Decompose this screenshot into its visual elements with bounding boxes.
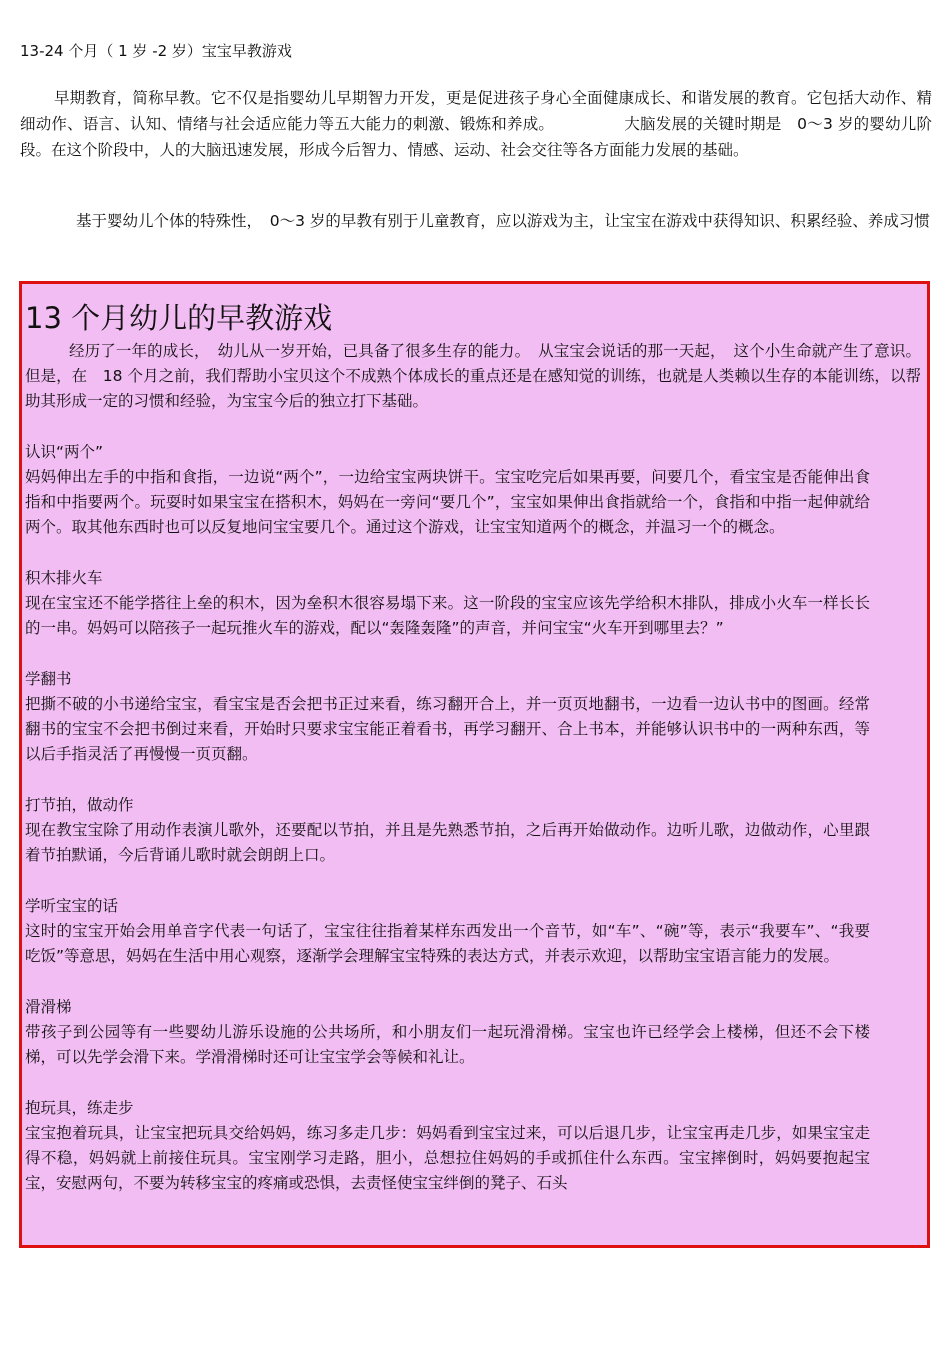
intro-paragraph-1 (20, 85, 932, 163)
games-panel-content (25, 284, 921, 1196)
section-recognize-two (25, 440, 921, 540)
section-body: 带孩子到公园等有一些婴幼儿游乐设施的公共场所，和小朋友们一起玩滑滑梯。宝宝也许已经学会上楼梯，但还不会下楼梯，可以先学会滑下来。学滑滑梯时还可让宝宝学会等候和礼让。 (25, 1023, 870, 1066)
panel-heading: 13 个月幼儿的早教游戏 (25, 301, 333, 335)
section-title: 抱玩具，练走步 (25, 1099, 134, 1117)
section-body: 现在教宝宝除了用动作表演儿歌外，还要配以节拍，并且是先熟悉节拍，之后再开始做动作。边听儿歌，边做动作，心里跟着节拍默诵，今后背诵儿歌时就会朗朗上口。 (25, 821, 870, 864)
intro-paragraph-2: 基于婴幼儿个体的特殊性， 0～3 岁的早教有别于儿童教育，应以游戏为主，让宝宝在游戏中获得知识、积累经验、养成习惯 (76, 212, 930, 230)
section-title: 打节拍，做动作 (25, 796, 134, 814)
section-rhythm-actions (25, 793, 921, 868)
section-body: 宝宝抱着玩具，让宝宝把玩具交给妈妈，练习多走几步：妈妈看到宝宝过来，可以后退几步，让宝宝再走几步，如果宝宝走得不稳，妈妈就上前接住玩具。宝宝刚学习走路，胆小，总想拉住妈妈的手或抓住什么东西。宝宝摔倒时，妈妈要抱起宝宝，安慰两句，不要为转移宝宝的疼痛或恐惧，去责怪使宝宝绊倒的凳子、石头 (25, 1124, 870, 1192)
section-title: 认识“两个” (25, 443, 104, 461)
games-panel (19, 281, 930, 1248)
section-title: 学翻书 (25, 670, 72, 688)
section-body: 妈妈伸出左手的中指和食指，一边说“两个”，一边给宝宝两块饼干。宝宝吃完后如果再要，问要几个，看宝宝是否能伸出食指和中指要两个。玩耍时如果宝宝在搭积木，妈妈在一旁问“要几个”，宝宝如果伸出食指就给一个，食指和中指一起伸就给两个。取其他东西时也可以反复地问宝宝要几个。通过这个游戏，让宝宝知道两个的概念，并温习一个的概念。 (25, 468, 870, 536)
section-carry-toy-walk (25, 1096, 921, 1196)
document-title: 13-24 个月（ 1 岁 -2 岁）宝宝早教游戏 (20, 42, 292, 60)
intro-paragraph-1-part-a: 早期教育，简称早教。它不仅是指婴幼儿早期智力开发，更是促进孩子身心全面健康成长、和谐发展的教育。它包括大动作、精细动作、语言、认知、情绪与社会适应能力等五大能力的刺激、锻炼和养成。 (20, 89, 932, 133)
section-title: 滑滑梯 (25, 998, 72, 1016)
section-page-turning (25, 667, 921, 767)
section-listen-to-baby (25, 894, 921, 969)
section-slide (25, 995, 921, 1070)
intro-paragraph-1-part-b: 大脑发展的关键时期是 0～3 岁的婴幼儿阶段。在这个阶段中，人的大脑迅速发展，形成今后智力、情感、运动、社会交往等各方面能力发展的基础。 (20, 115, 932, 159)
section-body: 现在宝宝还不能学搭往上垒的积木，因为垒积木很容易塌下来。这一阶段的宝宝应该先学给积木排队，排成小火车一样长长的一串。妈妈可以陪孩子一起玩推火车的游戏，配以“轰隆轰隆”的声音，并问宝宝“火车开到哪里去？” (25, 594, 870, 637)
section-title: 学听宝宝的话 (25, 897, 119, 915)
section-body: 这时的宝宝开始会用单音字代表一句话了，宝宝往往指着某样东西发出一个音节，如“车”、“碗”等，表示“我要车”、“我要吃饭”等意思，妈妈在生活中用心观察，逐渐学会理解宝宝特殊的表达方式，并表示欢迎，以帮助宝宝语言能力的发展。 (25, 922, 870, 965)
panel-intro: 经历了一年的成长， 幼儿从一岁开始，已具备了很多生存的能力。 从宝宝会说话的那一天起， 这个小生命就产生了意识。但是，在 18 个月之前，我们帮助小宝贝这个不成熟个体成长的重点还是在感知觉的训练，也就是人类赖以生存的本能训练，以帮助其形成一定的习惯和经验，为宝宝今后的独立打下基础。 (25, 342, 921, 410)
section-block-train (25, 566, 921, 641)
section-body: 把撕不破的小书递给宝宝，看宝宝是否会把书正过来看，练习翻开合上，并一页页地翻书，一边看一边认书中的图画。经常翻书的宝宝不会把书倒过来看，开始时只要求宝宝能正着看书，再学习翻开、合上书本，并能够认识书中的一两种东西，等以后手指灵活了再慢慢一页页翻。 (25, 695, 870, 763)
section-title: 积木排火车 (25, 569, 103, 587)
